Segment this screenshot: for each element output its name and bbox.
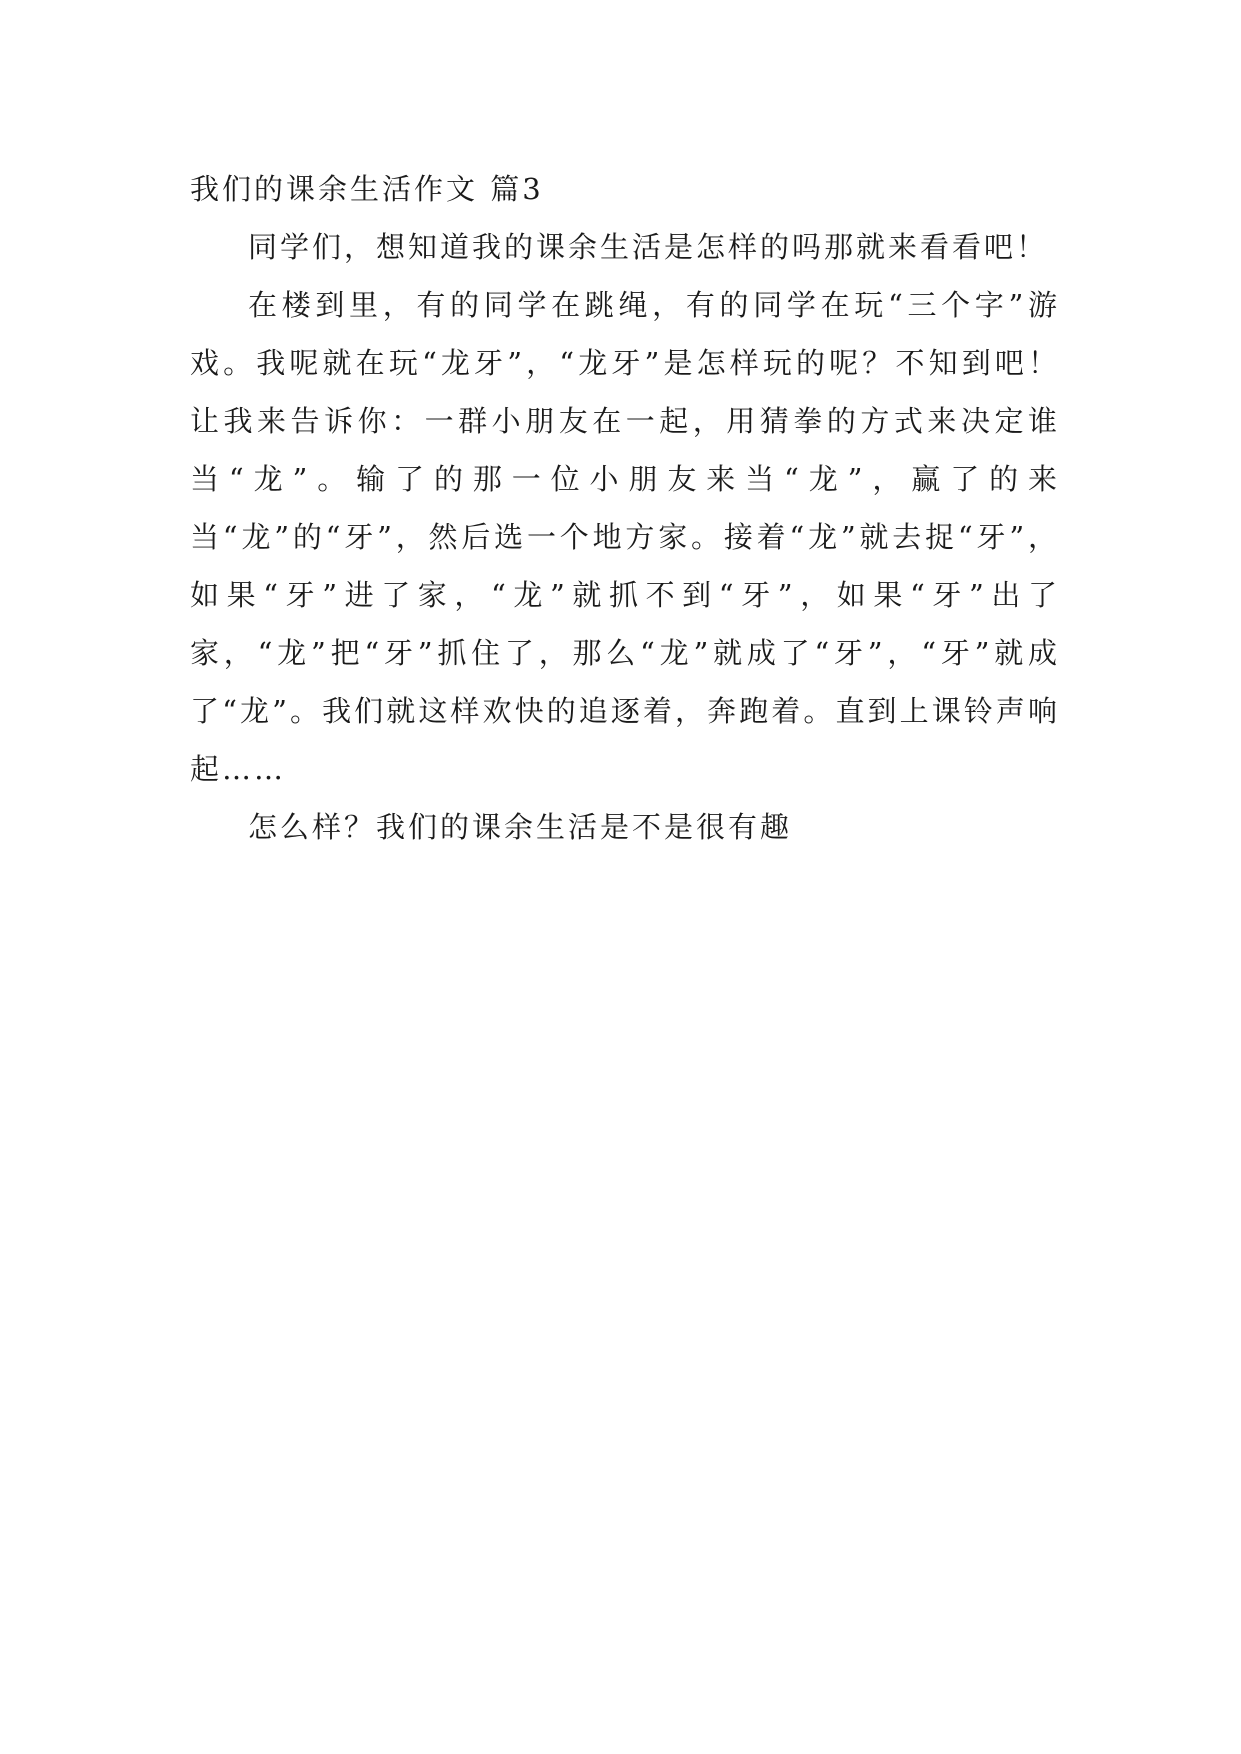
paragraph-intro: 同学们，想知道我的课余生活是怎样的吗那就来看看吧！ [248,230,1049,264]
paragraph-game: 在楼到里，有的同学在跳绳，有的同学在玩“三个字”游戏。我呢就在玩“龙牙”，“龙牙”是怎样玩的呢？不知到吧！让我来告诉你：一群小朋友在一起，用猜拳的方式来决定谁当“龙”。输了的那一位小朋友来当“龙”，赢了的来当“龙”的“牙”，然后选一个地方家。接着“龙”就去捉“牙”，如果“牙”进了家，“龙”就抓不到“牙”，如果“牙”出了家，“龙”把“牙”抓住了，那么“龙”就成了“牙”，“牙”就成了“龙”。我们就这样欢快的追逐着，奔跑着。直到上课铃声响起…… [190,288,1060,786]
article-body [190,160,1060,856]
paragraph-closing: 怎么样？我们的课余生活是不是很有趣 [248,810,793,844]
article-title: 我们的课余生活作文 篇3 [190,172,544,206]
